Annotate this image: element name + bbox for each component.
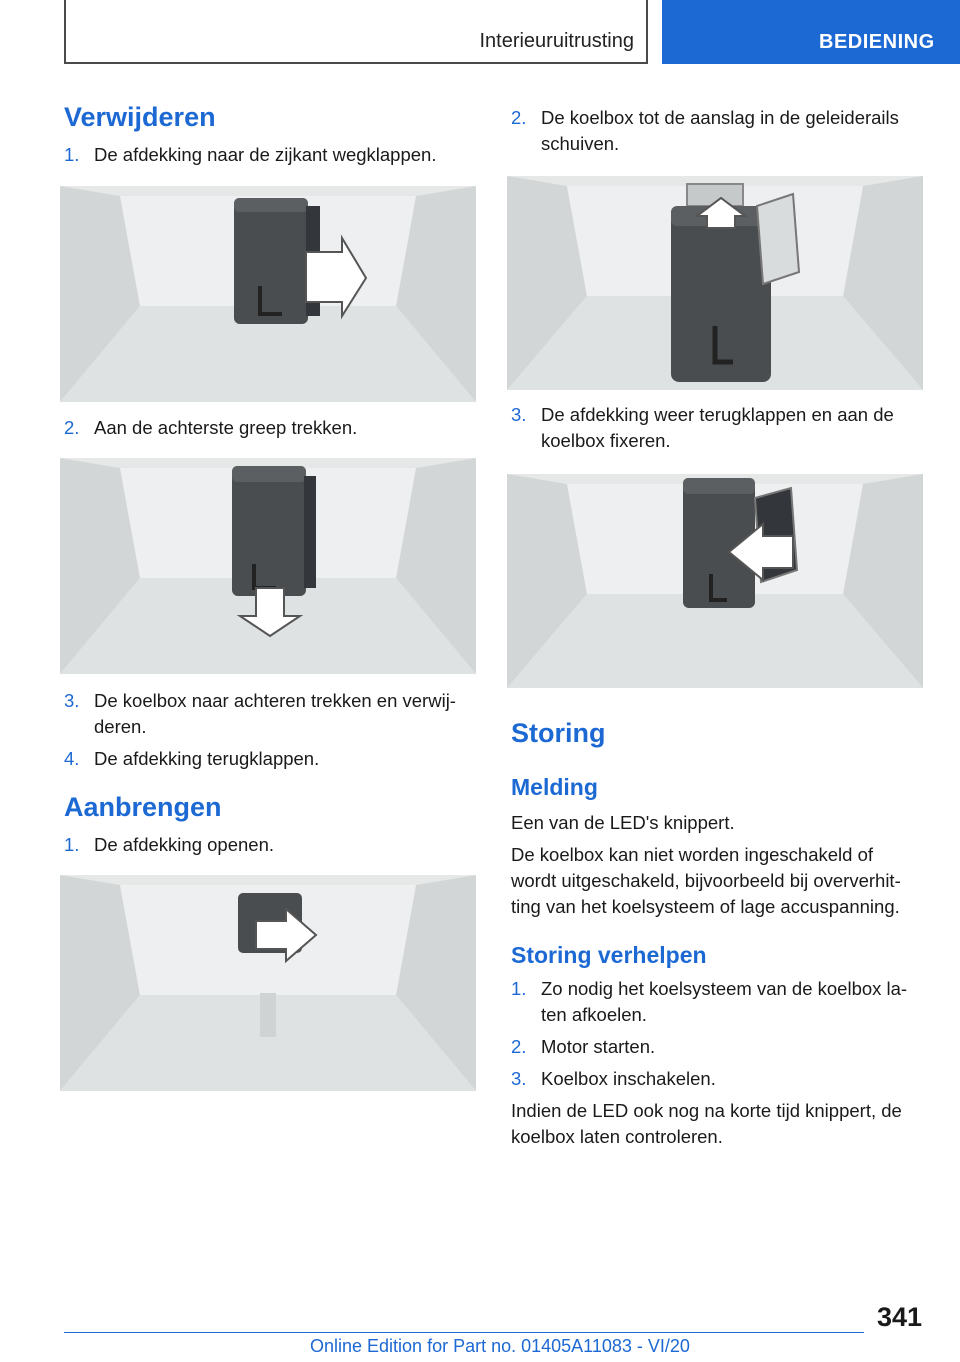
- step-number: 3.: [511, 404, 527, 425]
- heading-install: Aanbrengen: [64, 792, 222, 822]
- install-step-1: [64, 832, 476, 858]
- step-number: 3.: [64, 690, 80, 711]
- remove-step-4: [64, 746, 476, 772]
- heading-fix: Storing verhelpen: [511, 942, 707, 968]
- step-text: De afdekking terugklappen.: [94, 748, 320, 769]
- heading-fault: Storing: [511, 718, 606, 748]
- fix-step-3: [511, 1066, 923, 1092]
- footer-edition: Online Edition for Part no. 01405A11083 - VI/20: [310, 1336, 690, 1356]
- step-number: 2.: [511, 1036, 527, 1057]
- step-number: 2.: [64, 417, 80, 438]
- step-number: 2.: [511, 107, 527, 128]
- step-number: 4.: [64, 748, 80, 769]
- remove-step-3: [64, 688, 476, 740]
- step-text: De koelbox tot de aanslag in de geleiderails schuiven.: [541, 107, 899, 154]
- footer-rule: [64, 1332, 864, 1333]
- step-number: 1.: [64, 144, 80, 165]
- figure-remove-pull-grip: [60, 458, 476, 674]
- fix-step-1: [511, 976, 923, 1028]
- step-text: Zo nodig het koelsysteem van de koelbox la‐ ten afkoelen.: [541, 978, 908, 1025]
- step-text: De afdekking naar de zijkant wegklappen.: [94, 144, 437, 165]
- fix-step-2: [511, 1034, 923, 1060]
- page-number: 341: [876, 1302, 922, 1332]
- heading-message: Melding: [511, 774, 598, 800]
- figure-install-slide-in: [507, 176, 923, 390]
- step-text: De koelbox naar achteren trekken en verwij‐ deren.: [94, 690, 456, 737]
- step-text: Aan de achterste greep trekken.: [94, 417, 358, 438]
- step-number: 1.: [64, 834, 80, 855]
- figure-remove-fold-cover: [60, 186, 476, 402]
- install-step-2: [511, 105, 923, 157]
- message-text-1: Een van de LED's knippert.: [511, 812, 735, 833]
- step-text: De afdekking openen.: [94, 834, 274, 855]
- remove-step-1: [64, 142, 476, 168]
- header-section-title: Interieuruitrusting: [479, 30, 634, 52]
- figure-install-close-cover: [507, 474, 923, 688]
- header-chapter-label: BEDIENING: [819, 31, 935, 53]
- fix-note: Indien de LED ook nog na korte tijd knippert, de koelbox laten controleren.: [511, 1100, 902, 1147]
- remove-step-2: [64, 415, 476, 441]
- step-number: 1.: [511, 978, 527, 999]
- install-step-3: [511, 402, 923, 454]
- step-text: Koelbox inschakelen.: [541, 1068, 716, 1089]
- figure-install-open-cover: [60, 875, 476, 1091]
- message-text-2: De koelbox kan niet worden ingeschakeld of wordt uitgeschakeld, bijvoorbeeld bij oververhit‐ ting van het koelsysteem of lage accuspanning.: [511, 844, 901, 917]
- header-chapter-tab[interactable]: [662, 0, 960, 64]
- heading-remove: Verwijderen: [64, 102, 216, 132]
- step-number: 3.: [511, 1068, 527, 1089]
- step-text: De afdekking weer terugklappen en aan de koelbox fixeren.: [541, 404, 894, 451]
- step-text: Motor starten.: [541, 1036, 656, 1057]
